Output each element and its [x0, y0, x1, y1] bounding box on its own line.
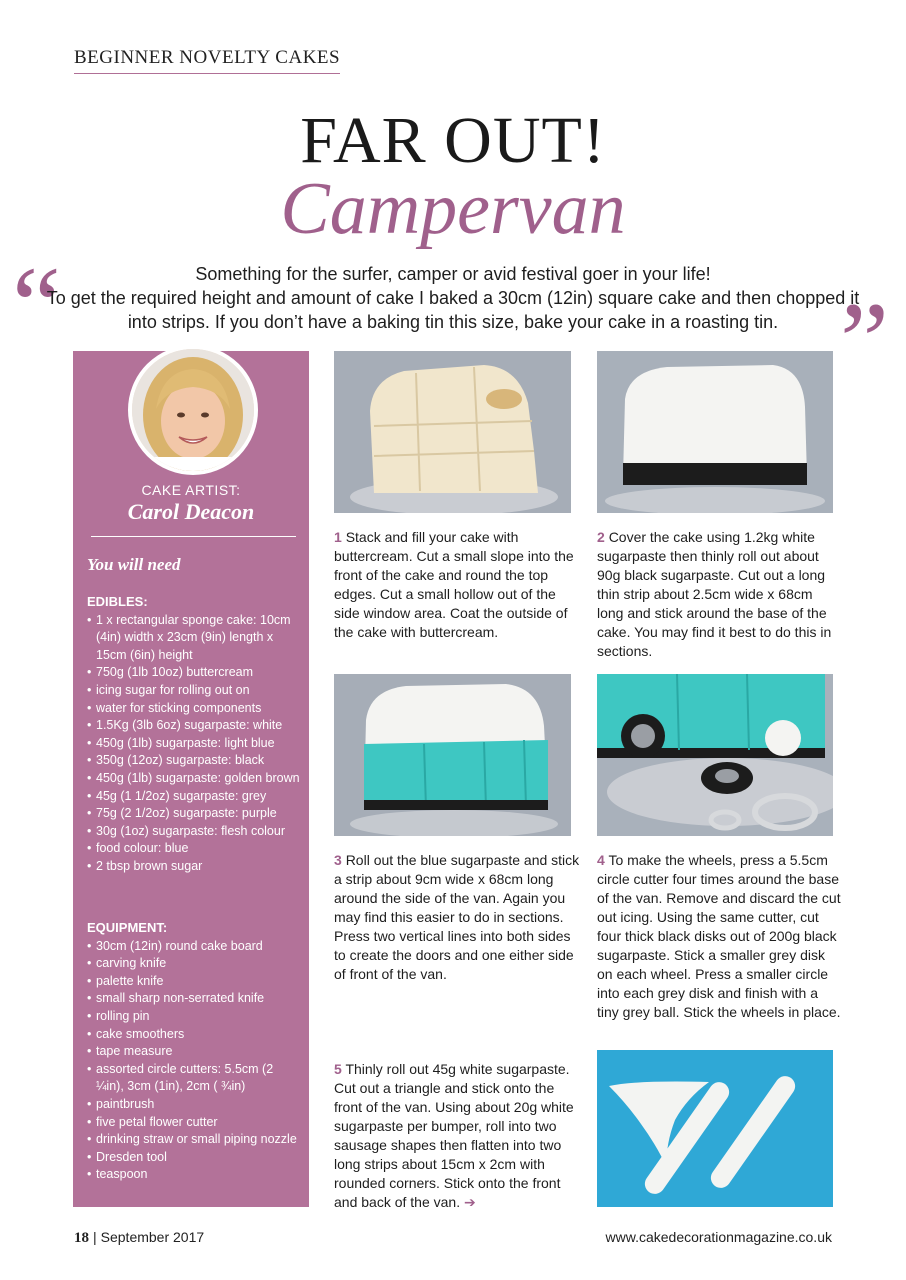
list-item: • 45g (1 1/2oz) sugarpaste: grey: [87, 788, 301, 806]
list-item: • Dresden tool: [87, 1149, 301, 1167]
list-item: • 1 x rectangular sponge cake: 10cm (4in) width x 23cm (9in) length x 15cm (6in) height: [87, 612, 301, 665]
artist-portrait-image: [132, 349, 254, 471]
website-url: www.cakedecorationmagazine.co.uk: [605, 1229, 832, 1245]
avatar: [128, 345, 258, 475]
step-number: 2: [597, 529, 605, 545]
list-item: • water for sticking components: [87, 700, 301, 718]
sidebar-panel: [73, 351, 309, 1207]
list-item: • five petal flower cutter: [87, 1114, 301, 1132]
issue-date: September 2017: [100, 1229, 205, 1245]
list-item: • rolling pin: [87, 1008, 301, 1026]
intro-line-2: To get the required height and amount of cake I baked a 30cm (12in) square cake and then chopped it into strips. If you don’t have a baking tin this size, bake your cake in a roasting tin.: [46, 288, 860, 332]
list-item: • palette knife: [87, 973, 301, 991]
footer-separator: |: [93, 1229, 97, 1245]
step-text: Thinly roll out 45g white sugarpaste. Cut out a triangle and stick onto the front of the van. Using about 20g white sugarpaste per bumper, roll into two sausage shapes then flatten into two long strips about 15cm x 2cm with rounded corners. Stick onto the front and back of the van.: [334, 1061, 574, 1210]
artist-label: CAKE ARTIST:: [141, 482, 241, 498]
step-text: Cover the cake using 1.2kg white sugarpaste then thinly roll out about 90g black sugarpaste. Cut out a long thin strip about 2.5cm wide x 68cm long and stick around the base of the cake. You may find it best to do this in sections.: [597, 529, 832, 659]
step-5: [334, 1060, 582, 1212]
step-1-photo: [334, 351, 571, 513]
step-text: Roll out the blue sugarpaste and stick a strip about 9cm wide x 68cm long around the side of the van. Again you may find this easier to do in sections. Press two vertical lines into both sides to create the doors and one either side of front of the van.: [334, 852, 580, 982]
step-2-photo: [597, 351, 833, 513]
equipment-list: [87, 938, 301, 1184]
list-item: • icing sugar for rolling out on: [87, 682, 301, 700]
intro-text: [40, 262, 866, 334]
step-number: 3: [334, 852, 342, 868]
list-item: • 450g (1lb) sugarpaste: light blue: [87, 735, 301, 753]
list-item: • carving knife: [87, 955, 301, 973]
step-3: [334, 851, 582, 984]
list-item: • 750g (1lb 10oz) buttercream: [87, 664, 301, 682]
list-item: • teaspoon: [87, 1166, 301, 1184]
page-number: 18: [74, 1230, 89, 1246]
step-2: [597, 528, 837, 661]
page-title: FAR OUT!: [300, 104, 606, 177]
edibles-list: [87, 612, 301, 876]
step-3-photo: [334, 674, 571, 836]
list-item: • 30cm (12in) round cake board: [87, 938, 301, 956]
step-4-photo: [597, 674, 833, 836]
list-item: • assorted circle cutters: 5.5cm (2 ¼in), 3cm (1in), 2cm ( ¾in): [87, 1061, 301, 1096]
list-item: • cake smoothers: [87, 1026, 301, 1044]
section-tag: BEGINNER NOVELTY CAKES: [74, 47, 340, 74]
continue-arrow-icon: ➔: [463, 1194, 476, 1210]
list-item: • drinking straw or small piping nozzle: [87, 1131, 301, 1149]
step-number: 5: [334, 1061, 342, 1077]
page-subtitle: Campervan: [280, 168, 626, 250]
list-item: • 2 tbsp brown sugar: [87, 858, 301, 876]
step-5-photo: [597, 1050, 833, 1207]
list-item: • food colour: blue: [87, 840, 301, 858]
list-item: • tape measure: [87, 1043, 301, 1061]
open-quote-mark: “: [12, 244, 61, 366]
list-item: • 30g (1oz) sugarpaste: flesh colour: [87, 823, 301, 841]
step-text: To make the wheels, press a 5.5cm circle cutter four times around the base of the van. Remove and discard the cut out icing. Using the same cutter, cut four thick black disks out of 200g black sugarpaste. Stick a smaller grey disk on each wheel. Press a smaller circle into each grey disk and finish with a tiny grey ball. Stick the wheels in place.: [597, 852, 841, 1020]
equipment-section: [87, 919, 301, 1184]
equipment-heading: EQUIPMENT:: [87, 920, 168, 935]
step-text: Stack and fill your cake with buttercream. Cut a small slope into the front of the cake and round the top edges. Cut a small hollow out of the side window area. Coat the outside of the cake with buttercream.: [334, 529, 574, 640]
you-will-need-heading: You will need: [87, 555, 181, 574]
list-item: • 350g (12oz) sugarpaste: black: [87, 752, 301, 770]
list-item: • 75g (2 1/2oz) sugarpaste: purple: [87, 805, 301, 823]
list-item: • 450g (1lb) sugarpaste: golden brown: [87, 770, 301, 788]
list-item: • small sharp non-serrated knife: [87, 990, 301, 1008]
footer-page-info: [74, 1229, 204, 1247]
edibles-section: [87, 593, 301, 876]
close-quote-mark: ”: [840, 280, 889, 402]
artist-name: Carol Deacon: [127, 499, 255, 524]
intro-line-1: Something for the surfer, camper or avid festival goer in your life!: [195, 264, 711, 284]
list-item: • paintbrush: [87, 1096, 301, 1114]
edibles-heading: EDIBLES:: [87, 594, 148, 609]
step-4: [597, 851, 841, 1022]
step-number: 1: [334, 529, 342, 545]
step-number: 4: [597, 852, 605, 868]
step-1: [334, 528, 574, 642]
sidebar-divider: [91, 536, 296, 537]
list-item: • 1.5Kg (3lb 6oz) sugarpaste: white: [87, 717, 301, 735]
